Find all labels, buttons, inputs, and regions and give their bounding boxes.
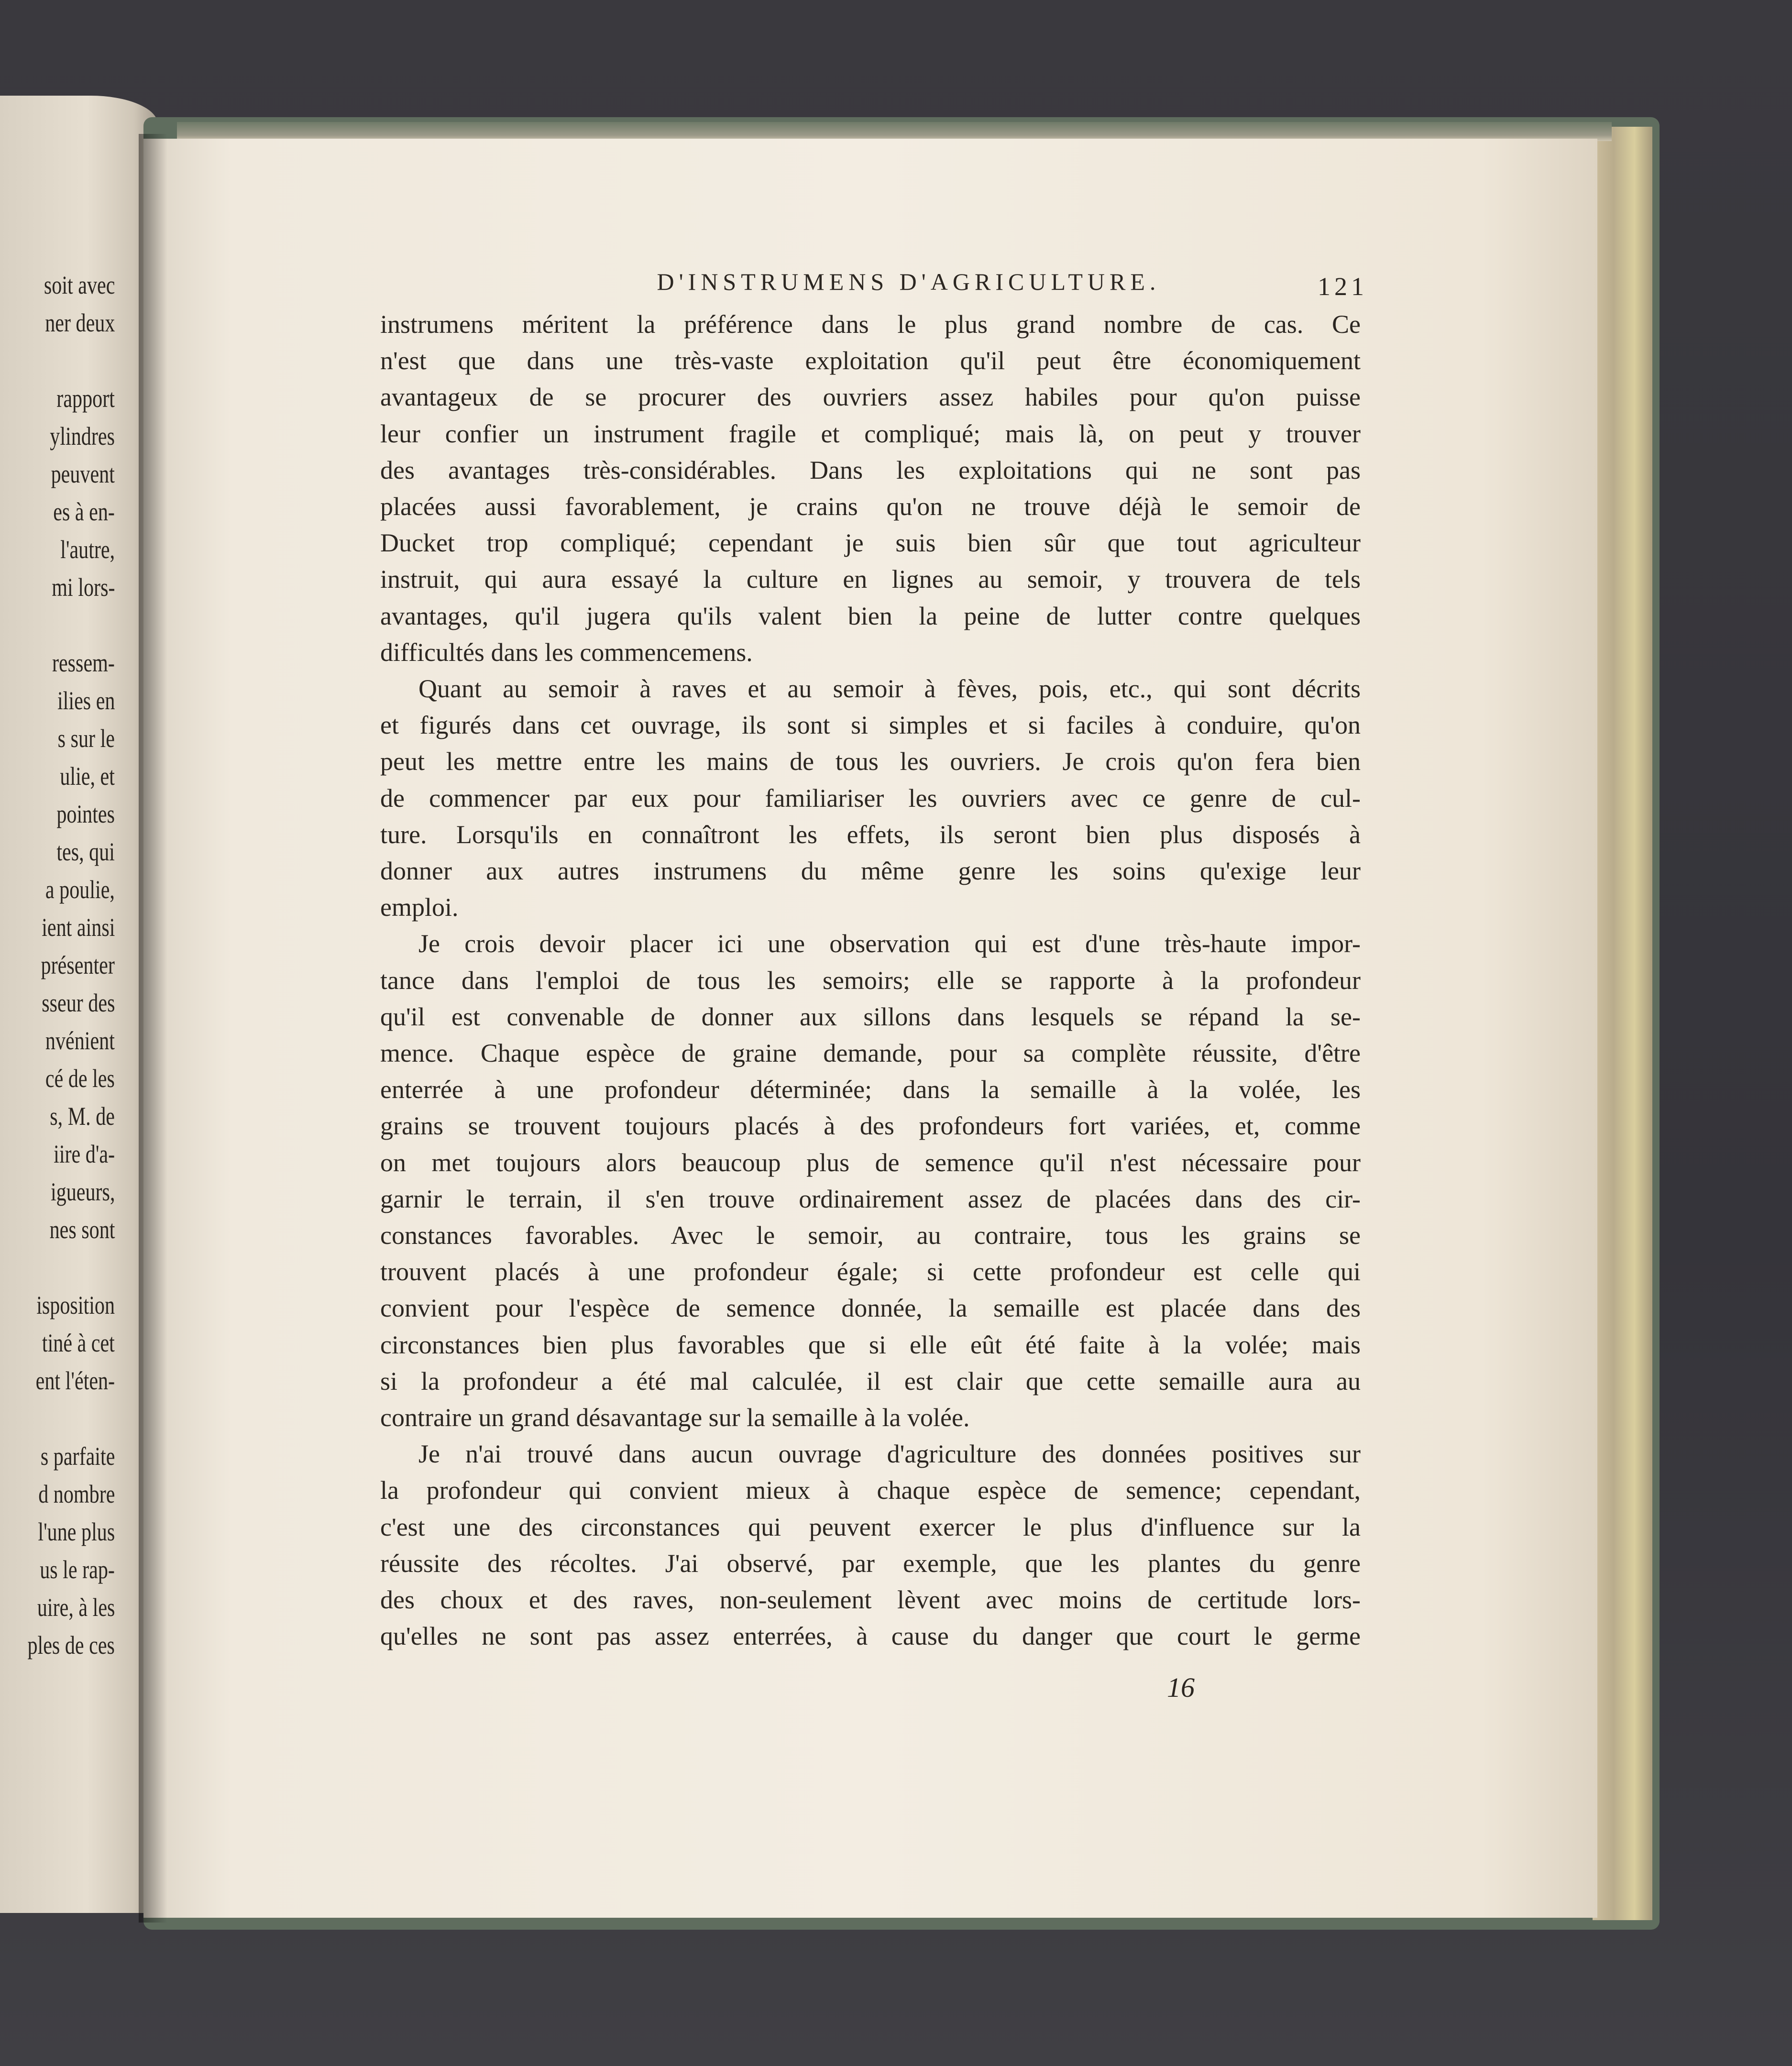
- left-page-line: peuvent: [51, 460, 115, 488]
- running-head: D'INSTRUMENS D'AGRICULTURE.: [657, 268, 1161, 295]
- text-line: Ducket trop compliqué; cependant je suis bien sûr que tout agriculteur: [380, 528, 1361, 558]
- left-page-line: s parfaite: [40, 1442, 115, 1471]
- text-line: convient pour l'espèce de semence donnée, la semaille est placée dans des: [380, 1294, 1361, 1323]
- left-page-line: igueurs,: [50, 1177, 115, 1206]
- text-line: des choux et des raves, non-seulement lèvent avec moins de certitude lors-: [380, 1585, 1361, 1614]
- text-line: enterrée à une profondeur déterminée; dans la semaille à la volée, les: [380, 1075, 1361, 1104]
- left-page-line: sseur des: [41, 989, 115, 1017]
- left-page-line: mi lors-: [51, 573, 115, 602]
- text-line: avantageux de se procurer des ouvriers assez habiles pour qu'on puisse: [380, 383, 1361, 412]
- left-page-line: ples de ces: [27, 1631, 115, 1659]
- left-page-line: us le rap-: [40, 1555, 115, 1584]
- left-page-line: ilies en: [57, 686, 115, 715]
- left-page-line: soit avec: [44, 271, 115, 299]
- left-page-line: ulie, et: [60, 762, 115, 791]
- left-page-line: tes, qui: [56, 837, 115, 866]
- page-number: 121: [1318, 272, 1368, 301]
- page-top-edge: [177, 122, 1612, 141]
- left-page: [0, 96, 158, 1913]
- text-line: difficultés dans les commencemens.: [380, 637, 753, 667]
- left-page-line: l'une plus: [38, 1517, 115, 1546]
- text-line: si la profondeur a été mal calculée, il est clair que cette semaille aura au: [380, 1366, 1361, 1396]
- text-line: contraire un grand désavantage sur la semaille à la volée.: [380, 1403, 970, 1432]
- left-page-line: s, M. de: [50, 1102, 115, 1131]
- left-page-line: a poulie,: [45, 875, 115, 904]
- left-page-line: pointes: [56, 800, 115, 828]
- text-line: leur confier un instrument fragile et compliqué; mais là, on peut y trouver: [380, 419, 1361, 448]
- text-line: n'est que dans une très-vaste exploitation qu'il peut être économiquement: [380, 346, 1361, 375]
- left-page-line: ylindres: [50, 422, 115, 451]
- text-line: emploi.: [380, 893, 459, 922]
- text-line: et figurés dans cet ouvrage, ils sont si simples et si faciles à conduire, qu'on: [380, 711, 1361, 740]
- text-line: instruit, qui aura essayé la culture en lignes au semoir, y trouvera de tels: [380, 565, 1361, 594]
- left-page-line: cé de les: [45, 1064, 115, 1093]
- left-page-line: isposition: [36, 1291, 115, 1319]
- text-line: réussite des récoltes. J'ai observé, par exemple, que les plantes du genre: [380, 1549, 1361, 1578]
- text-line: des avantages très-considérables. Dans les exploitations qui ne sont pas: [380, 455, 1361, 484]
- page-fore-edge: [1593, 127, 1652, 1920]
- text-line: donner aux autres instrumens du même genre les soins qu'exige leur: [380, 857, 1361, 885]
- left-page-line: ner deux: [44, 308, 115, 337]
- left-page-line: s sur le: [57, 724, 115, 753]
- text-line: qu'elles ne sont pas assez enterrées, à cause du danger que court le germe: [380, 1622, 1361, 1651]
- left-page-line: nvénient: [45, 1026, 115, 1055]
- text-line: peut les mettre entre les mains de tous les ouvriers. Je crois qu'on fera bien: [380, 747, 1361, 776]
- text-line: Je n'ai trouvé dans aucun ouvrage d'agriculture des données positives sur: [418, 1440, 1361, 1469]
- text-line: constances favorables. Avec le semoir, au contraire, tous les grains se: [380, 1221, 1361, 1250]
- left-page-line: uire, à les: [37, 1593, 115, 1622]
- text-line: Je crois devoir placer ici une observation qui est d'une très-haute impor-: [418, 929, 1361, 958]
- text-line: c'est une des circonstances qui peuvent exercer le plus d'influence sur la: [380, 1512, 1361, 1541]
- text-line: placées aussi favorablement, je crains qu'on ne trouve déjà le semoir de: [380, 492, 1361, 521]
- text-line: avantages, qu'il jugera qu'ils valent bien la peine de lutter contre quelques: [380, 601, 1361, 630]
- text-line: de commencer par eux pour familiariser les ouvriers avec ce genre de cul-: [380, 783, 1361, 813]
- text-line: mence. Chaque espèce de graine demande, pour sa complète réussite, d'être: [380, 1039, 1361, 1067]
- text-line: Quant au semoir à raves et au semoir à fèves, pois, etc., qui sont décrits: [418, 674, 1361, 703]
- left-page-line: iire d'a-: [53, 1140, 115, 1168]
- left-page-line: rapport: [56, 384, 115, 413]
- text-line: grains se trouvent toujours placés à des profondeurs fort variées, et, comme: [380, 1111, 1361, 1141]
- left-page-line: présenter: [41, 951, 115, 979]
- text-line: on met toujours alors beaucoup plus de semence qu'il n'est nécessaire pour: [380, 1148, 1361, 1177]
- left-page-line: d nombre: [38, 1480, 115, 1508]
- text-line: ture. Lorsqu'ils en connaîtront les effets, ils seront bien plus disposés à: [380, 820, 1361, 849]
- text-line: qu'il est convenable de donner aux sillons dans lesquels se répand la se-: [380, 1002, 1361, 1031]
- signature-mark: 16: [1167, 1672, 1195, 1703]
- text-line: circonstances bien plus favorables que si elle eût été faite à la volée; mais: [380, 1330, 1361, 1359]
- gutter-shadow: [139, 134, 167, 1923]
- left-page-line: ressem-: [52, 648, 115, 677]
- text-line: instrumens méritent la préférence dans le plus grand nombre de cas. Ce: [380, 310, 1361, 339]
- text-line: la profondeur qui convient mieux à chaque espèce de semence; cependant,: [380, 1476, 1361, 1505]
- text-line: tance dans l'emploi de tous les semoirs; elle se rapporte à la profondeur: [380, 966, 1361, 995]
- left-page-line: tiné à cet: [42, 1329, 115, 1357]
- text-line: trouvent placés à une profondeur égale; si cette profondeur est celle qui: [380, 1257, 1361, 1286]
- left-page-line: es à en-: [53, 497, 115, 526]
- left-page-line: ient ainsi: [41, 913, 115, 942]
- left-page-line: ent l'éten-: [35, 1366, 115, 1395]
- text-line: garnir le terrain, il s'en trouve ordinairement assez de placées dans des cir-: [380, 1184, 1361, 1213]
- left-page-line: nes sont: [49, 1215, 115, 1244]
- left-page-line: l'autre,: [60, 535, 115, 564]
